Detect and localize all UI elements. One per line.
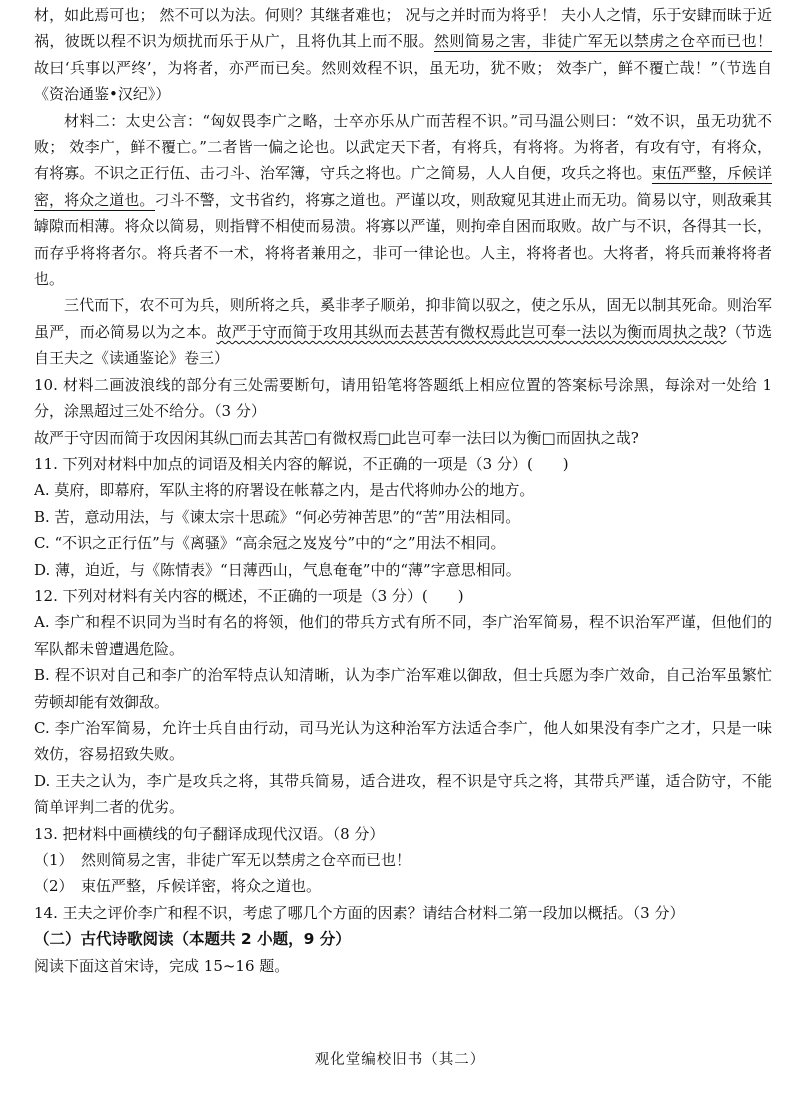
passage-2-text-b: 刁斗不警，文书省约，将寡之道也。严谨以攻，则敌窥见其进止而无功。简易以守，则敌乘其罅隙而相薄。将众以简易，则指臂不相使而易溃。将寡以严谨，则拘牵自困而取败。故广与不识，各得其一长，而存乎将将者尔。将兵者不一术，将将者兼用之，非可一律论也。人主，将将者也。大将者，将兵而兼将将者也。 <box>34 190 772 289</box>
question-10: 10. 材料二画波浪线的部分有三处需要断句，请用铅笔将答题纸上相应位置的答案标号涂黑，每涂对一处给 1 分，涂黑超过三处不给分。（3 分） <box>34 375 772 421</box>
passage-2-underlined-sentence: 束伍严整，斥候详密，将众之道也。 <box>34 164 772 209</box>
question-12-option-a: A. 李广和程不识同为当时有名的将领，他们的带兵方式有所不同，李广治军简易，程不识治军严谨，但他们的军队都未曾遭遇危险。 <box>34 613 772 658</box>
question-12: 12. 下列对材料有关内容的概述，不正确的一项是（3 分）( ) <box>34 586 464 605</box>
question-11-option-a: A. 莫府，即幕府，军队主将的府署设在帐幕之内，是古代将帅办公的地方。 <box>34 481 535 500</box>
passage-3-wavy-sentence: 故严于守而简于攻用其纵而去甚苦有微权焉此岂可奉一法以为衡而周执之哉? <box>216 322 727 341</box>
passage-2-text-a: 材料二：太史公言：“匈奴畏李广之略，士卒亦乐从广而苦程不识。”司马温公则曰：“效不识，虽无功犹不败； 效李广，鲜不覆亡。”二者皆一偏之论也。以武定天下者，有将兵，有将将。为将者，有攻有守，有将众，有将寡。不识之正行伍、击刁斗、治军簿，守兵之将也。广之简易，人人自便，攻兵之将也。 <box>34 111 772 183</box>
question-14: 14. 王夫之评价李广和程不识，考虑了哪几个方面的因素？请结合材料二第一段加以概括。（3 分） <box>34 903 685 922</box>
question-11-option-c: C. “不识之正行伍”与《离骚》“高余冠之岌岌兮”中的“之”用法不相同。 <box>34 534 506 553</box>
passage-1-underlined-sentence: 然则简易之害，非徒广军无以禁虏之仓卒而已也！ <box>433 32 772 51</box>
section-2-instruction: 阅读下面这首宋诗，完成 15~16 题。 <box>34 956 290 975</box>
question-10-sentence: 故严于守因而简于攻因闲其纵□而去其苦□有微权焉□此岂可奉一法曰以为衡□而固执之哉? <box>34 428 639 447</box>
document-page <box>34 2 772 979</box>
passage-1-text-b: 故曰‘兵事以严终’，为将者，亦严而已矣。然则效程不识，虽无功，犹不败； 效李广，鲜不覆亡哉！”（节选自《资治通鉴•汉纪》） <box>34 58 772 104</box>
question-11-option-b: B. 苦，意动用法，与《谏太宗十思疏》“何必劳神苦思”的“苦”用法相同。 <box>34 507 521 526</box>
question-12-option-c: C. 李广治军简易，允许士兵自由行动，司马光认为这种治军方法适合李广，他人如果没有李广之才，只是一味效仿，容易招致失败。 <box>34 718 772 764</box>
question-13: 13. 把材料中画横线的句子翻译成现代汉语。（8 分） <box>34 824 385 843</box>
question-11-option-d: D. 薄，迫近，与《陈情表》“日薄西山，气息奄奄”中的“薄”字意思相同。 <box>34 560 521 579</box>
page-footer: 观化堂编校旧书（其二） <box>314 1052 486 1068</box>
passage-2-paragraph <box>34 108 772 293</box>
question-11: 11. 下列对材料中加点的词语及相关内容的解说，不正确的一项是（3 分）( ) <box>34 454 569 473</box>
question-12-option-d: D. 王夫之认为，李广是攻兵之将，其带兵简易，适合进攻，程不识是守兵之将，其带兵严谨，适合防守，不能简单评判二者的优劣。 <box>34 771 772 817</box>
passage-3-text-a: 三代而下，农不可为兵，则所将之兵，奚非孝子顺弟，抑非简以驭之，使之乐从，固无以制其死命。则治军虽严，而必简易以为之本。 <box>34 296 772 341</box>
passage-1-text-a: 材，如此焉可也； 然不可以为法。何则？其继者难也； 况与之并时而为将乎！ 夫小人之情，乐于安肆而昧于近祸，彼既以程不识为烦扰而乐于从广，且将仇其上而不服。 <box>34 6 772 51</box>
passage-3-source: （节选自王夫之《读通鉴论》卷三） <box>34 322 772 368</box>
question-12-option-b: B. 程不识对自己和李广的治军特点认知清晰，认为李广治军难以御敌，但士兵愿为李广效命，自己治军虽繁忙劳顿却能有效御敌。 <box>34 666 772 711</box>
section-2-title: （二）古代诗歌阅读（本题共 2 小题，9 分） <box>34 930 351 949</box>
passage-1-paragraph <box>34 2 772 108</box>
question-13-item-1: （1） 然则简易之害，非徒广军无以禁虏之仓卒而已也！ <box>34 851 412 869</box>
question-13-item-2: （2） 束伍严整，斥候详密，将众之道也。 <box>34 877 322 896</box>
passage-3-paragraph <box>34 292 772 371</box>
